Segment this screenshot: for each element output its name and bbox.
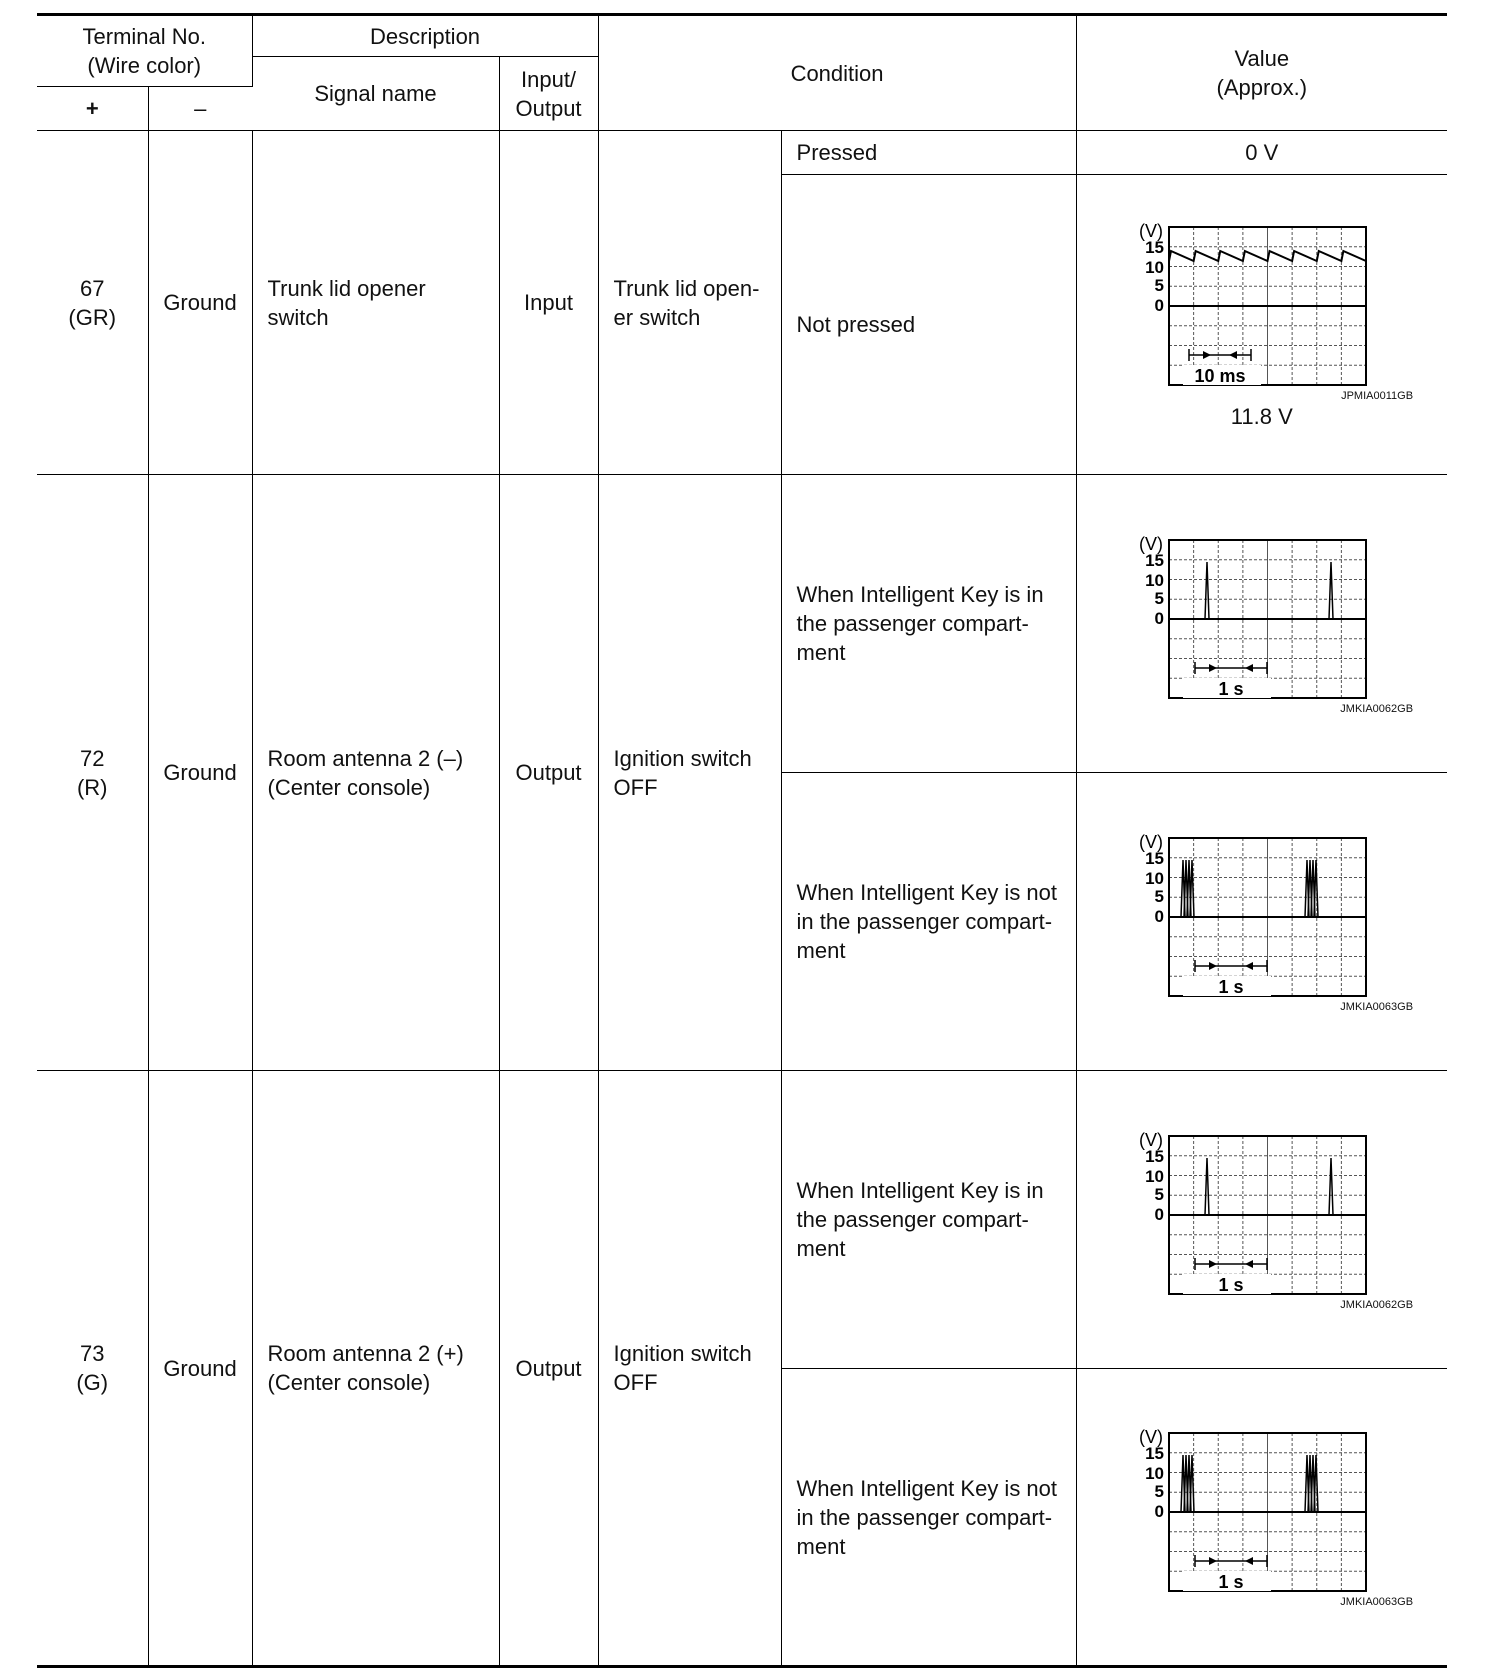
header-minus: – xyxy=(148,87,252,131)
value-text: 11.8 V xyxy=(1230,403,1293,429)
axis-tick-label: 5 xyxy=(1154,1184,1164,1204)
waveform-pulse-single xyxy=(1121,1128,1371,1298)
state-cell: Pressed xyxy=(781,131,1076,175)
value-cell xyxy=(1076,773,1447,1071)
signal-name-cell: Room antenna 2 (–) (Center console) xyxy=(252,475,499,1071)
time-label: 1 s xyxy=(1218,1274,1244,1295)
waveform-ripple xyxy=(1121,219,1371,389)
time-marker-arrow xyxy=(1209,962,1217,970)
axis-tick-label: 15 xyxy=(1144,848,1164,868)
header-description: Description xyxy=(252,15,598,57)
axis-tick-label: 10 xyxy=(1144,1464,1164,1483)
signal-name-cell: Room antenna 2 (+) (Center console) xyxy=(252,1071,499,1667)
axis-unit-label: (V) xyxy=(1138,220,1163,241)
time-label: 1 s xyxy=(1218,678,1244,699)
time-label: 10 ms xyxy=(1194,365,1246,386)
time-label: 1 s xyxy=(1218,976,1244,997)
axis-tick-label: 5 xyxy=(1154,275,1164,295)
figure-ref: JMKIA0063GB xyxy=(1340,1000,1414,1013)
terminal-spec-table xyxy=(37,13,1447,1668)
axis-tick-label: 0 xyxy=(1154,906,1164,926)
axis-tick-label: 10 xyxy=(1144,570,1164,590)
state-cell: When Intelligent Key is not in the passenger compart- ment xyxy=(781,773,1076,1071)
waveform-figure xyxy=(1077,532,1448,716)
axis-tick-label: 0 xyxy=(1154,295,1164,315)
axis-tick-label: 0 xyxy=(1154,1204,1164,1224)
io-cell: Input xyxy=(499,131,598,475)
value-cell xyxy=(1076,175,1447,475)
terminal-cell: 67 (GR) xyxy=(37,131,148,475)
table-row xyxy=(37,131,1447,175)
io-cell: Output xyxy=(499,475,598,1071)
axis-tick-label: 5 xyxy=(1154,1482,1164,1501)
waveform-spike xyxy=(1314,860,1318,917)
axis-tick-label: 5 xyxy=(1154,588,1164,608)
axis-tick-label: 0 xyxy=(1154,1502,1164,1521)
axis-tick-label: 15 xyxy=(1144,550,1164,570)
axis-tick-label: 10 xyxy=(1144,868,1164,888)
waveform-spike xyxy=(1205,1158,1209,1215)
waveform-figure xyxy=(1077,1425,1448,1609)
waveform-pulse-burst xyxy=(1121,1425,1371,1595)
waveform-figure xyxy=(1077,219,1448,431)
terminal-cell: 73 (G) xyxy=(37,1071,148,1667)
axis-tick-label: 15 xyxy=(1144,1444,1164,1463)
figure-ref: JPMIA0011GB xyxy=(1341,389,1414,402)
waveform-spike xyxy=(1314,1455,1318,1512)
time-marker-arrow xyxy=(1209,1557,1217,1565)
axis-unit-label: (V) xyxy=(1138,533,1163,554)
axis-tick-label: 10 xyxy=(1144,257,1164,277)
time-marker-arrow xyxy=(1245,962,1253,970)
header-plus: + xyxy=(37,87,148,131)
figure-ref: JMKIA0063GB xyxy=(1340,1596,1414,1608)
time-marker-arrow xyxy=(1245,1557,1253,1565)
minus-cell: Ground xyxy=(148,475,252,1071)
waveform-pulse-single xyxy=(1121,532,1371,702)
waveform-pulse-burst xyxy=(1121,830,1371,1000)
waveform-figure xyxy=(1077,1128,1448,1312)
header-terminal-no: Terminal No. (Wire color) xyxy=(37,15,252,87)
table-row xyxy=(37,475,1447,773)
state-cell: Not pressed xyxy=(781,175,1076,475)
axis-tick-label: 15 xyxy=(1144,1146,1164,1166)
condition-cell: Trunk lid open- er switch xyxy=(598,131,781,475)
time-marker-arrow xyxy=(1203,351,1211,359)
axis-tick-label: 0 xyxy=(1154,608,1164,628)
signal-name-cell: Trunk lid opener switch xyxy=(252,131,499,475)
axis-unit-label: (V) xyxy=(1138,831,1163,852)
time-marker-arrow xyxy=(1229,351,1237,359)
header-input-output: Input/ Output xyxy=(499,57,598,131)
value-cell xyxy=(1076,475,1447,773)
time-marker-arrow xyxy=(1245,664,1253,672)
figure-ref: JMKIA0062GB xyxy=(1340,1298,1414,1311)
value-cell xyxy=(1076,1369,1447,1667)
state-cell: When Intelligent Key is not in the passenger compart- ment xyxy=(781,1369,1076,1667)
time-marker-arrow xyxy=(1209,1260,1217,1268)
waveform-spike xyxy=(1329,562,1333,619)
axis-tick-label: 5 xyxy=(1154,886,1164,906)
header-value: Value (Approx.) xyxy=(1076,15,1447,131)
condition-cell: Ignition switch OFF xyxy=(598,475,781,1071)
axis-tick-label: 10 xyxy=(1144,1166,1164,1186)
waveform-spike xyxy=(1329,1158,1333,1215)
header-signal-name: Signal name xyxy=(252,57,499,131)
figure-ref: JMKIA0062GB xyxy=(1340,702,1414,715)
waveform-figure xyxy=(1077,830,1448,1014)
value-cell xyxy=(1076,1071,1447,1369)
header-condition: Condition xyxy=(598,15,1076,131)
minus-cell: Ground xyxy=(148,1071,252,1667)
io-cell: Output xyxy=(499,1071,598,1667)
waveform-spike xyxy=(1205,562,1209,619)
value-cell: 0 V xyxy=(1076,131,1447,175)
terminal-cell: 72 (R) xyxy=(37,475,148,1071)
table-row xyxy=(37,1071,1447,1369)
minus-cell: Ground xyxy=(148,131,252,475)
axis-unit-label: (V) xyxy=(1138,1427,1163,1447)
time-marker-arrow xyxy=(1245,1260,1253,1268)
state-cell: When Intelligent Key is in the passenger compart- ment xyxy=(781,1071,1076,1369)
axis-tick-label: 15 xyxy=(1144,237,1164,257)
condition-cell: Ignition switch OFF xyxy=(598,1071,781,1667)
axis-unit-label: (V) xyxy=(1138,1129,1163,1150)
time-label: 1 s xyxy=(1218,1572,1244,1592)
time-marker-arrow xyxy=(1209,664,1217,672)
state-cell: When Intelligent Key is in the passenger compart- ment xyxy=(781,475,1076,773)
